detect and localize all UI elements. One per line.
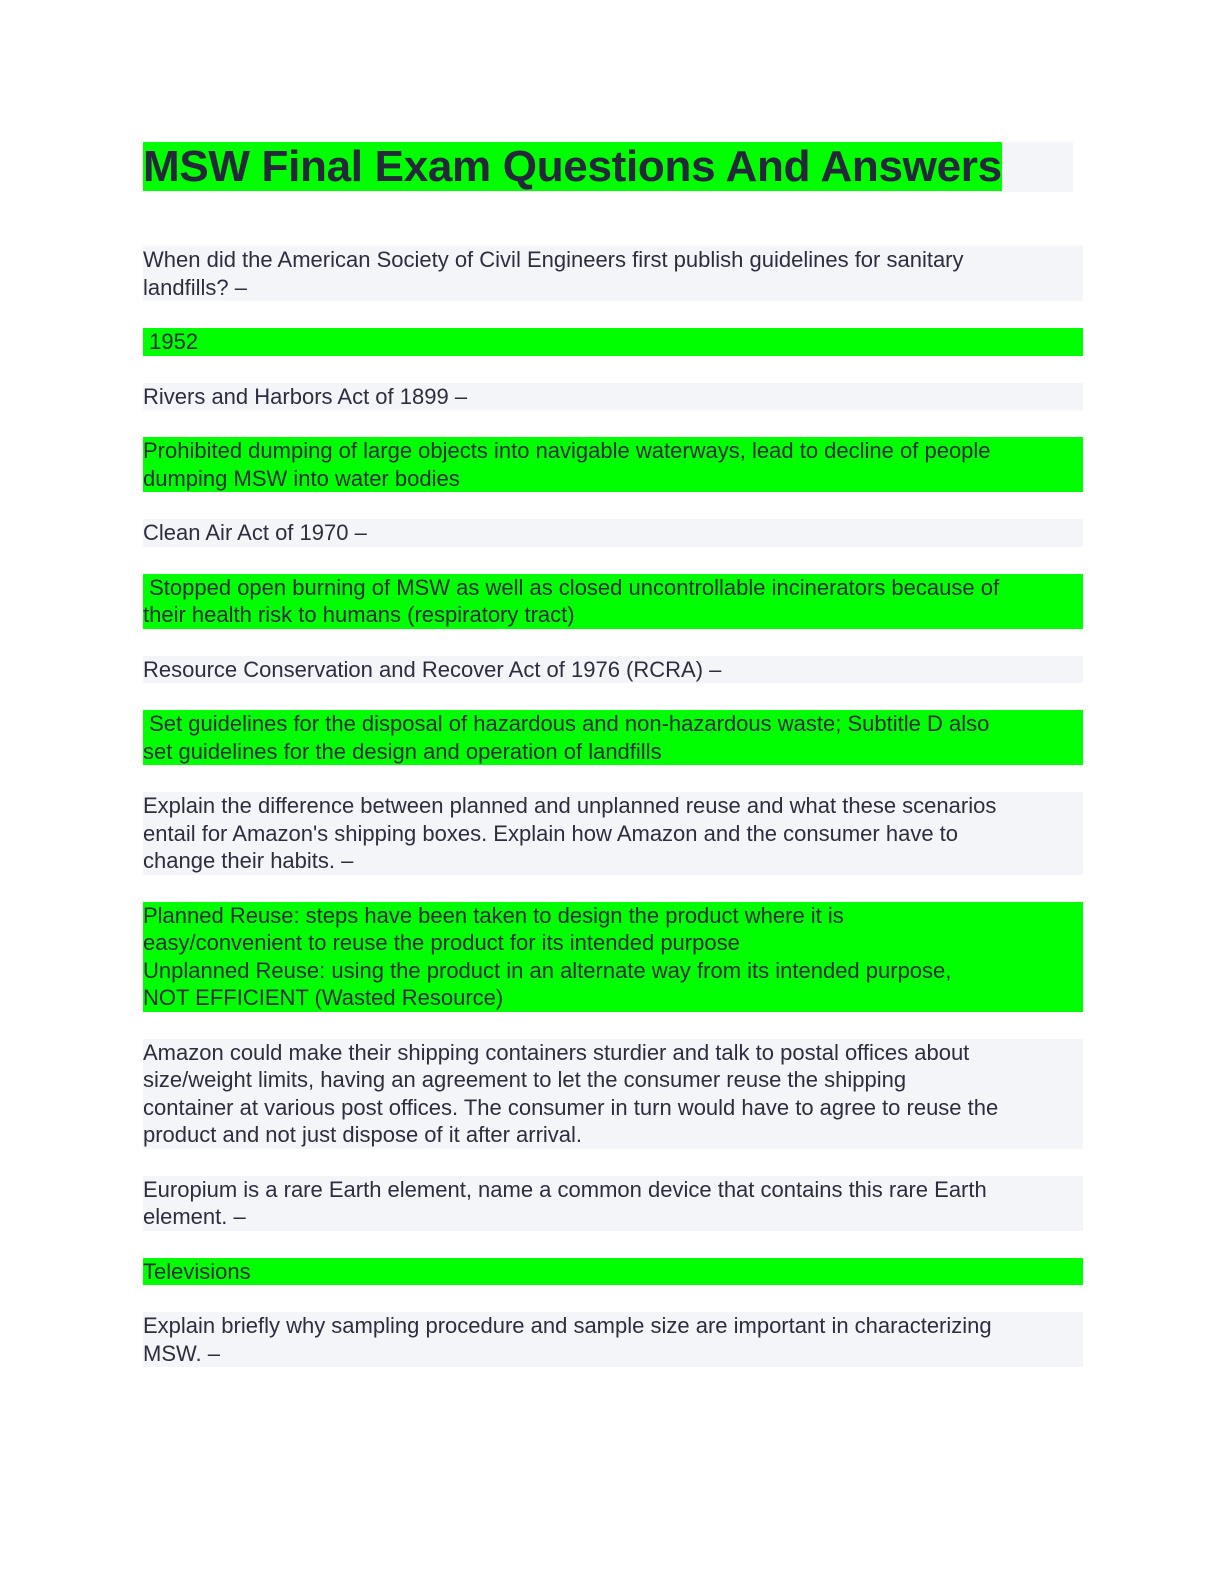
text-line-content: Clean Air Act of 1970 – <box>143 520 367 545</box>
text-line <box>143 738 1083 766</box>
text-line <box>143 1258 1083 1286</box>
text-line <box>143 1121 1083 1149</box>
text-line-content: Set guidelines for the disposal of hazardous and non-hazardous waste; Subtitle D also <box>143 711 990 736</box>
text-line <box>143 1203 1083 1231</box>
qa-content <box>143 246 1083 1367</box>
text-line-content: 1952 <box>143 329 199 354</box>
text-line <box>143 820 1083 848</box>
answer-block <box>143 710 1083 765</box>
text-line <box>143 383 1083 411</box>
text-line-content: Explain briefly why sampling procedure and sample size are important in characterizing <box>143 1313 992 1338</box>
text-line <box>143 1340 1083 1368</box>
text-line <box>143 437 1083 465</box>
text-line <box>143 1094 1083 1122</box>
text-line <box>143 574 1083 602</box>
text-line-content: set guidelines for the design and operation of landfills <box>143 738 662 764</box>
document-title: MSW Final Exam Questions And Answers <box>143 142 1002 191</box>
text-line <box>143 1066 1083 1094</box>
text-line <box>143 929 1083 957</box>
question-block <box>143 792 1083 875</box>
text-line-content: Stopped open burning of MSW as well as closed uncontrollable incinerators because of <box>143 574 1000 600</box>
text-line-content: easy/convenient to reuse the product for its intended purpose <box>143 930 740 955</box>
text-line <box>143 465 1083 493</box>
text-line <box>143 328 1083 356</box>
question-block <box>143 1176 1083 1231</box>
question-block <box>143 1312 1083 1367</box>
text-line-content: entail for Amazon's shipping boxes. Explain how Amazon and the consumer have to <box>143 820 959 846</box>
text-line <box>143 246 1083 274</box>
text-line-content: Amazon could make their shipping containers sturdier and talk to postal offices about <box>143 1039 970 1065</box>
text-line-content: NOT EFFICIENT (Wasted Resource) <box>143 985 504 1010</box>
question-block <box>143 383 1083 411</box>
text-line <box>143 902 1083 930</box>
note-block <box>143 1039 1083 1149</box>
text-line-content: their health risk to humans (respiratory tract) <box>143 602 575 627</box>
answer-block <box>143 437 1083 492</box>
text-line-content: Televisions <box>143 1258 251 1284</box>
question-block <box>143 656 1083 684</box>
text-line <box>143 1039 1083 1067</box>
answer-block <box>143 902 1083 1012</box>
text-line-content: Rivers and Harbors Act of 1899 – <box>143 383 468 409</box>
text-line <box>143 601 1083 629</box>
text-line-content: Planned Reuse: steps have been taken to design the product where it is <box>143 902 844 928</box>
question-block <box>143 519 1083 547</box>
text-line <box>143 274 1083 302</box>
answer-block <box>143 1258 1083 1286</box>
text-line-content: Resource Conservation and Recover Act of 1976 (RCRA) – <box>143 656 722 682</box>
text-line-content: dumping MSW into water bodies <box>143 465 460 491</box>
text-line-content: Explain the difference between planned and unplanned reuse and what these scenarios <box>143 793 997 818</box>
text-line <box>143 1176 1083 1204</box>
title-row <box>143 142 1073 192</box>
answer-block <box>143 574 1083 629</box>
text-line-content: When did the American Society of Civil Engineers first publish guidelines for sanitary <box>143 247 964 272</box>
answer-block <box>143 328 1083 356</box>
text-line-content: landfills? – <box>143 274 247 300</box>
text-line <box>143 710 1083 738</box>
text-line <box>143 1312 1083 1340</box>
text-line-content: size/weight limits, having an agreement to let the consumer reuse the shipping <box>143 1067 907 1092</box>
text-line-content: Unplanned Reuse: using the product in an alternate way from its intended purpose, <box>143 957 952 983</box>
text-line-content: container at various post offices. The consumer in turn would have to agree to reuse the <box>143 1094 999 1120</box>
question-block <box>143 246 1083 301</box>
text-line-content: change their habits. – <box>143 848 354 873</box>
text-line <box>143 519 1083 547</box>
text-line-content: Europium is a rare Earth element, name a common device that contains this rare Earth <box>143 1176 987 1202</box>
document-page <box>143 142 1083 1394</box>
text-line-content: element. – <box>143 1204 246 1229</box>
text-line-content: Prohibited dumping of large objects into navigable waterways, lead to decline of people <box>143 438 991 463</box>
text-line-content: product and not just dispose of it after arrival. <box>143 1122 583 1147</box>
text-line <box>143 656 1083 684</box>
text-line <box>143 984 1083 1012</box>
text-line <box>143 847 1083 875</box>
text-line <box>143 957 1083 985</box>
text-line <box>143 792 1083 820</box>
text-line-content: MSW. – <box>143 1340 221 1366</box>
